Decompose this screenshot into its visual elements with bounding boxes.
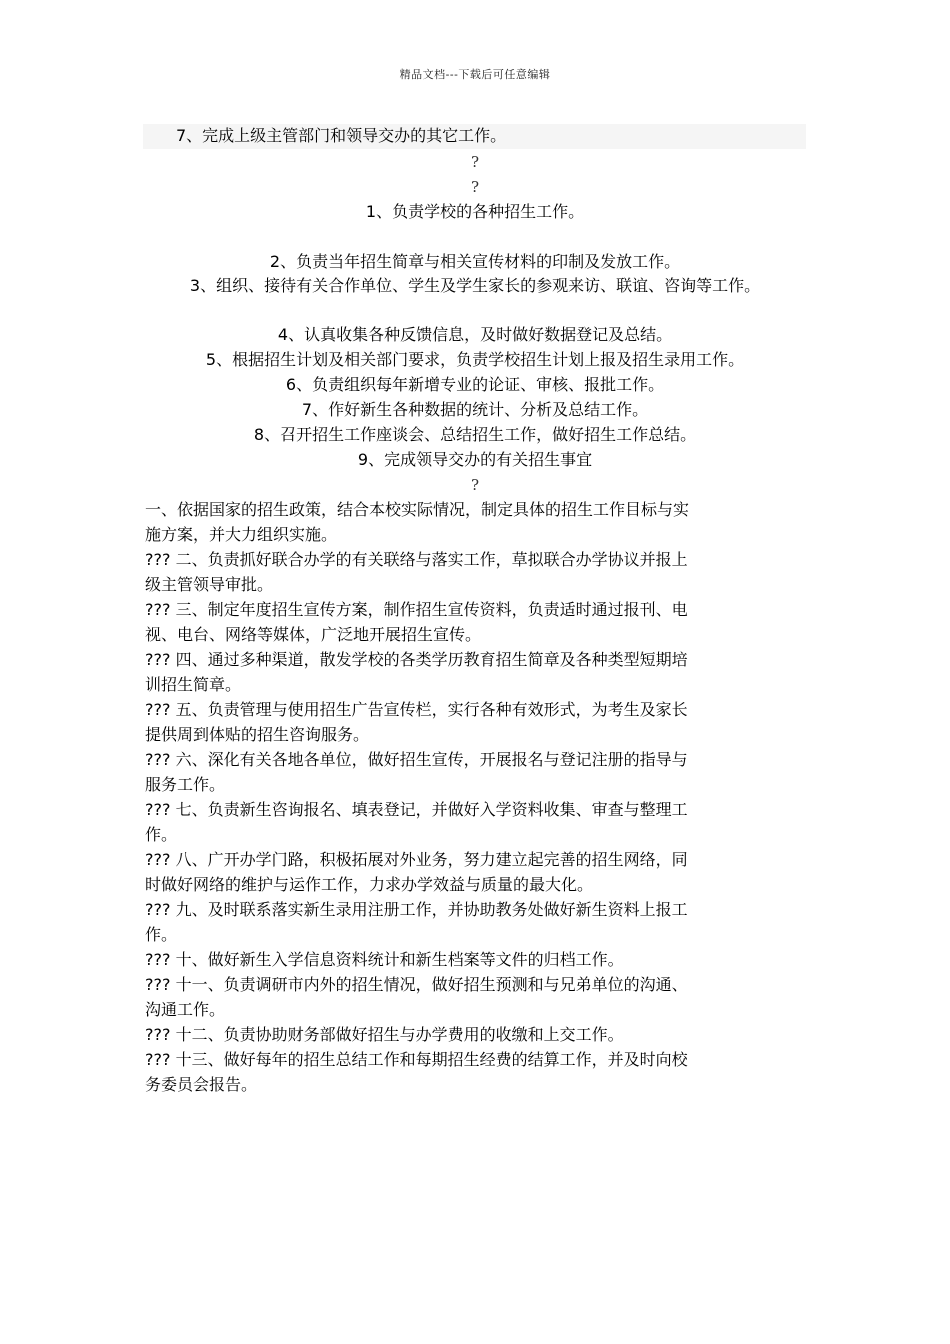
duty-line: ??? 四、通过多种渠道，散发学校的各类学历教育招生简章及各种类型短期培 xyxy=(145,650,688,669)
duty-line: 沟通工作。 xyxy=(145,1000,226,1019)
separator-mark: ? xyxy=(470,476,480,494)
duty-line: ??? 三、制定年度招生宣传方案，制作招生宣传资料，负责适时通过报刊、电 xyxy=(145,600,688,619)
centered-item: 7、作好新生各种数据的统计、分析及总结工作。 xyxy=(301,400,649,419)
page-header: 精品文档---下载后可任意编辑 xyxy=(399,68,551,81)
duty-line: ??? 五、负责管理与使用招生广告宣传栏，实行各种有效形式，为考生及家长 xyxy=(145,700,688,719)
duty-line: 服务工作。 xyxy=(145,775,226,794)
duty-line: 务委员会报告。 xyxy=(145,1075,258,1094)
centered-item: 9、完成领导交办的有关招生事宜 xyxy=(357,450,593,469)
duty-line: 作。 xyxy=(145,925,178,944)
duty-line: 提供周到体贴的招生咨询服务。 xyxy=(145,725,370,744)
duty-line: ??? 六、深化有关各地各单位，做好招生宣传，开展报名与登记注册的指导与 xyxy=(145,750,688,769)
centered-item: 8、召开招生工作座谈会、总结招生工作，做好招生工作总结。 xyxy=(253,425,697,444)
duty-line: ??? 十二、负责协助财务部做好招生与办学费用的收缴和上交工作。 xyxy=(145,1025,624,1044)
duty-line: ??? 二、负责抓好联合办学的有关联络与落实工作，草拟联合办学协议并报上 xyxy=(145,550,688,569)
duty-line: 训招生简章。 xyxy=(145,675,242,694)
duty-line: 时做好网络的维护与运作工作，力求办学效益与质量的最大化。 xyxy=(145,875,594,894)
centered-item: 1、负责学校的各种招生工作。 xyxy=(365,202,585,221)
duty-line: ??? 九、及时联系落实新生录用注册工作，并协助教务处做好新生资料上报工 xyxy=(145,900,688,919)
duty-line: 视、电台、网络等媒体，广泛地开展招生宣传。 xyxy=(145,625,482,644)
duty-line: 施方案，并大力组织实施。 xyxy=(145,525,338,544)
duty-line: ??? 十、做好新生入学信息资料统计和新生档案等文件的归档工作。 xyxy=(145,950,624,969)
centered-item: 2、负责当年招生简章与相关宣传材料的印制及发放工作。 xyxy=(269,252,681,271)
duty-line: ??? 十一、负责调研市内外的招生情况，做好招生预测和与兄弟单位的沟通、 xyxy=(145,975,688,994)
duties-list xyxy=(145,497,805,1097)
centered-item: 6、负责组织每年新增专业的论证、审核、报批工作。 xyxy=(285,375,665,394)
separator-mark: ? xyxy=(470,178,480,196)
duty-line: ??? 十三、做好每年的招生总结工作和每期招生经费的结算工作，并及时向校 xyxy=(145,1050,688,1069)
duty-line: 一、依据国家的招生政策，结合本校实际情况，制定具体的招生工作目标与实 xyxy=(145,500,690,519)
duty-line: 级主管领导审批。 xyxy=(145,575,274,594)
duty-line: 作。 xyxy=(145,825,178,844)
separator-mark: ? xyxy=(470,153,480,171)
top-item: 7、完成上级主管部门和领导交办的其它工作。 xyxy=(176,126,507,145)
centered-item: 5、根据招生计划及相关部门要求，负责学校招生计划上报及招生录用工作。 xyxy=(205,350,745,369)
centered-item: 3、组织、接待有关合作单位、学生及学生家长的参观来访、联谊、咨询等工作。 xyxy=(189,276,761,295)
centered-item: 4、认真收集各种反馈信息，及时做好数据登记及总结。 xyxy=(277,325,673,344)
duty-line: ??? 八、广开办学门路，积极拓展对外业务，努力建立起完善的招生网络，同 xyxy=(145,850,688,869)
duty-line: ??? 七、负责新生咨询报名、填表登记，并做好入学资料收集、审查与整理工 xyxy=(145,800,688,819)
